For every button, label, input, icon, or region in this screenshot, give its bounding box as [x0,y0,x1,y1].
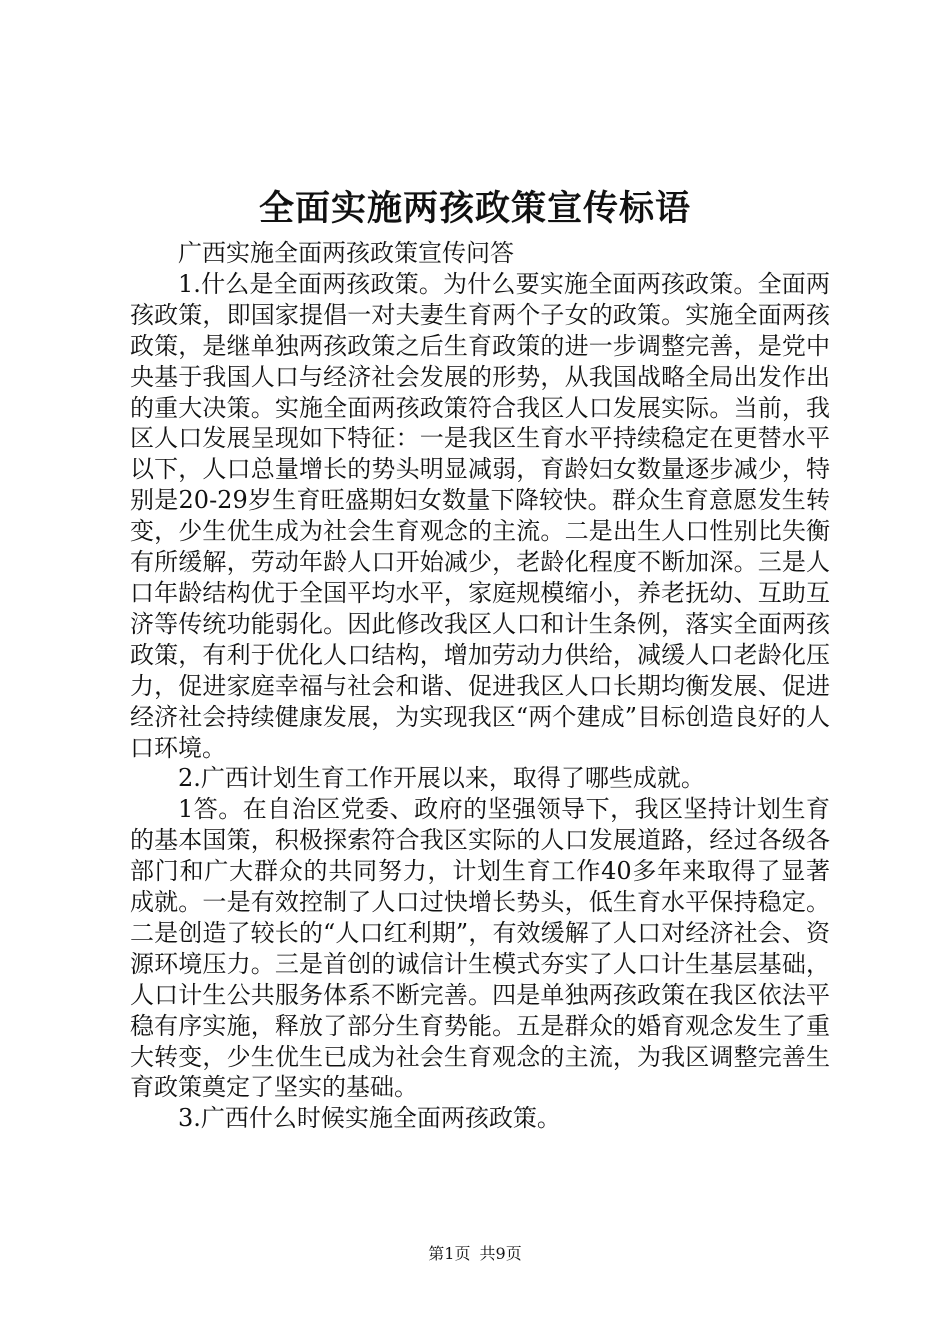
page-total: 共9页 [479,1244,522,1263]
paragraph-answer-2: 1答。在自治区党委、政府的坚强领导下，我区坚持计划生育的基本国策，积极探索符合我区实际的人口发展道路，经过各级各部门和广大群众的共同努力，计划生育工作40多年来取得了显著成就。一是有效控制了人口过快增长势头，低生育水平保持稳定。二是创造了较长的“人口红利期”，有效缓解了人口对经济社会、资源环境压力。三是首创的诚信计生模式夯实了人口计生基层基础，人口计生公共服务体系不断完善。四是单独两孩政策在我区依法平稳有序实施，释放了部分生育势能。五是群众的婚育观念发生了重大转变，少生优生已成为社会生育观念的主流，为我区调整完善生育政策奠定了坚实的基础。 [130,795,830,1102]
page-number: 第1页 [428,1244,471,1263]
paragraph-question-1: 1.什么是全面两孩政策。为什么要实施全面两孩政策。全面两孩政策，即国家提倡一对夫妻生育两个子女的政策。实施全面两孩政策，是继单独两孩政策之后生育政策的进一步调整完善，是党中央基于我国人口与经济社会发展的形势，从我国战略全局出发作出的重大决策。实施全面两孩政策符合我区人口发展实际。当前，我区人口发展呈现如下特征：一是我区生育水平持续稳定在更替水平以下，人口总量增长的势头明显减弱，育龄妇女数量逐步减少，特别是20-29岁生育旺盛期妇女数量下降较快。群众生育意愿发生转变，少生优生成为社会生育观念的主流。二是出生人口性别比失衡有所缓解，劳动年龄人口开始减少，老龄化程度不断加深。三是人口年龄结构优于全国平均水平，家庭规模缩小，养老抚幼、互助互济等传统功能弱化。因此修改我区人口和计生条例，落实全面两孩政策，有利于优化人口结构，增加劳动力供给，减缓人口老龄化压力，促进家庭幸福与社会和谐、促进我区人口长期均衡发展、促进经济社会持续健康发展，为实现我区“两个建成”目标创造良好的人口环境。 [130,269,830,762]
paragraph-question-2: 2.广西计划生育工作开展以来，取得了哪些成就。 [178,764,705,793]
paragraph-subtitle: 广西实施全面两孩政策宣传问答 [178,239,514,267]
document-title: 全面实施两孩政策宣传标语 [258,188,691,229]
page-footer [0,1244,950,1264]
paragraph-question-3: 3.广西什么时候实施全面两孩政策。 [178,1104,561,1133]
document-body [130,238,830,1134]
